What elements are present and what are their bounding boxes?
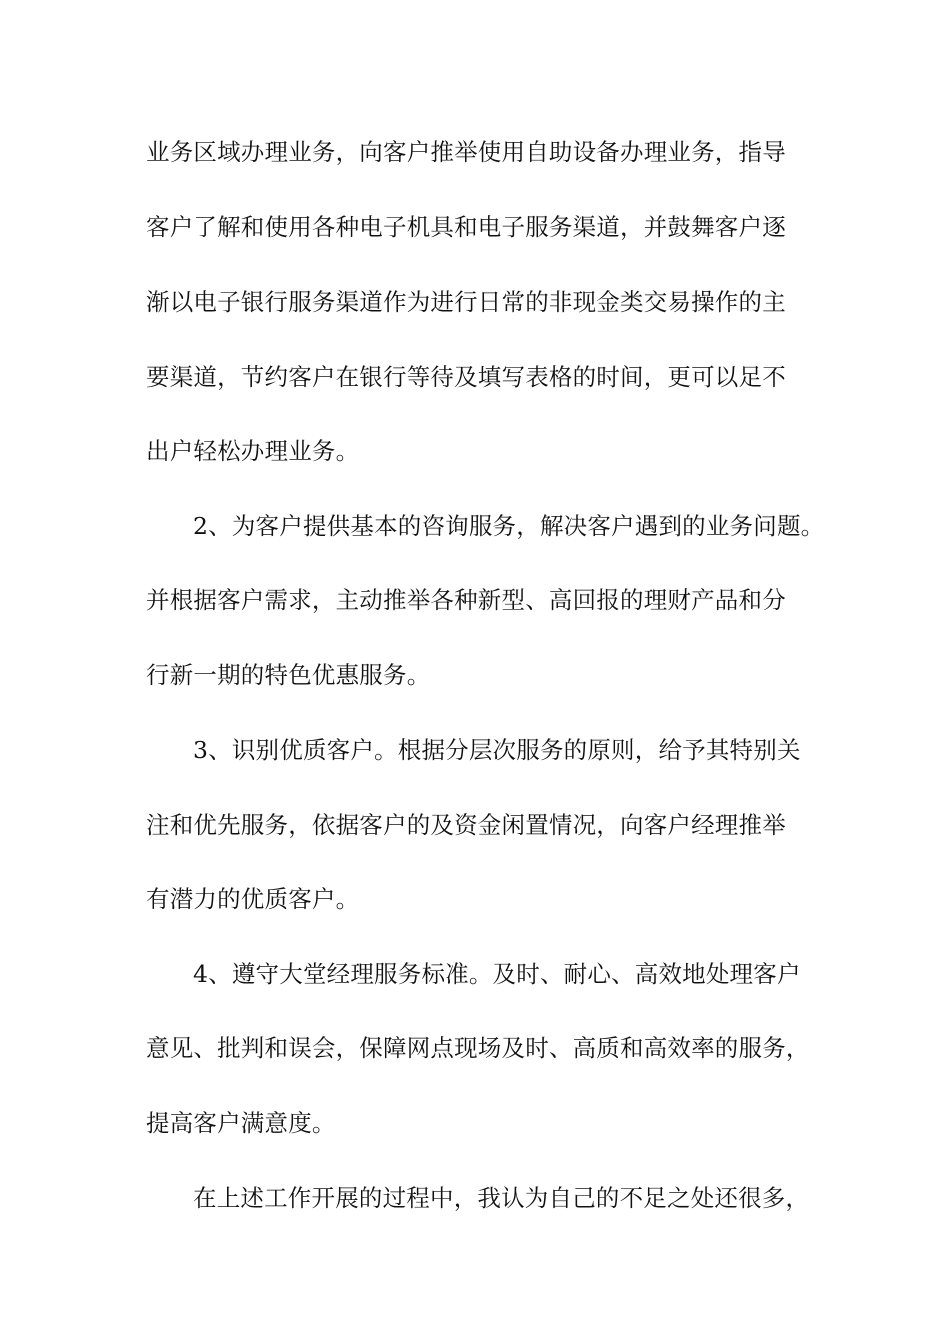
text-line: 渐以电子银行服务渠道作为进行日常的非现金类交易操作的主 — [146, 288, 786, 316]
text-line: 并根据客户需求，主动推举各种新型、高回报的理财产品和分 — [146, 586, 786, 614]
paragraph-3-first-line: 3、识别优质客户。根据分层次服务的原则，给予其特别关 — [193, 736, 801, 764]
paragraph-4-first-line: 4、遵守大堂经理服务标准。及时、耐心、高效地处理客户 — [193, 960, 801, 988]
text-line: 提高客户满意度。 — [146, 1109, 336, 1137]
paragraph-5-first-line: 在上述工作开展的过程中，我认为自己的不足之处还很多， — [193, 1184, 810, 1212]
text-line: 有潜力的优质客户。 — [146, 885, 360, 913]
text-line: 意见、批判和误会，保障网点现场及时、高质和高效率的服务， — [146, 1034, 810, 1062]
text-line: 业务区域办理业务，向客户推举使用自助设备办理业务，指导 — [146, 138, 786, 166]
paragraph-2-first-line: 2、为客户提供基本的咨询服务，解决客户遇到的业务问题。 — [193, 512, 825, 540]
text-line: 客户了解和使用各种电子机具和电子服务渠道，并鼓舞客户逐 — [146, 213, 786, 241]
text-line: 注和优先服务，依据客户的及资金闲置情况，向客户经理推举 — [146, 811, 786, 839]
text-line: 出户轻松办理业务。 — [146, 437, 360, 465]
text-line: 要渠道，节约客户在银行等待及填写表格的时间，更可以足不 — [146, 363, 786, 391]
text-line: 行新一期的特色优惠服务。 — [146, 661, 431, 689]
